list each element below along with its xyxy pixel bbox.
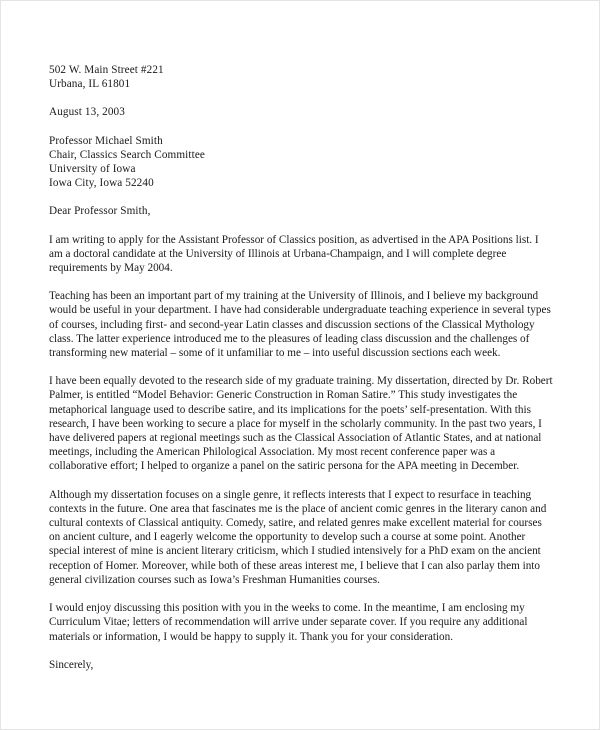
salutation: Dear Professor Smith, bbox=[49, 205, 151, 218]
recipient-address bbox=[49, 134, 555, 191]
body-paragraph-2: Teaching has been an important part of my training at the University of Illinois, and I believe my background would be useful in your department. I have had considerable undergraduate teaching experience in several types of courses, including first- and second-year Latin classes and discussion sections of the Classical Mythology class. The latter experience introduced me to the pleasures of leading class discussion and the challenges of transforming new material – some of it unfamiliar to me – into useful discussion sections each week. bbox=[49, 290, 551, 360]
body-paragraph-1: I am writing to apply for the Assistant Professor of Classics position, as advertised in the APA Positions list. I am a doctoral candidate at the University of Illinois at Urbana-Champaign, and I will complete degree requirements by May 2004. bbox=[49, 233, 539, 275]
recipient-address-line-1: Professor Michael Smith bbox=[49, 134, 163, 147]
body-paragraph-3: I have been equally devoted to the research side of my graduate training. My dissertation, directed by Dr. Robert Palmer, is entitled “Model Behavior: Generic Construction in Roman Satire.” This study investigates the metaphorical language used to describe satire, and its implications for the poets’ self-presentation. With this research, I have been working to secure a place for myself in the scholarly community. In the past two years, I have delivered papers at regional meetings such as the Classical Association of Atlantic States, and at national meetings, including the American Philological Association. My most recent conference paper was a collaborative effort; I helped to organize a panel on the satiric persona for the APA meeting in December. bbox=[49, 375, 553, 473]
closing-salutation: Sincerely, bbox=[49, 658, 94, 671]
sender-address-line-1: 502 W. Main Street #221 bbox=[49, 64, 164, 76]
letter-body bbox=[49, 63, 555, 672]
sender-address bbox=[49, 63, 555, 91]
recipient-address-line-4: Iowa City, Iowa 52240 bbox=[49, 177, 154, 190]
letter-date: August 13, 2003 bbox=[49, 106, 125, 119]
body-paragraph-5: I would enjoy discussing this position with you in the weeks to come. In the meantime, I am enclosing my Curriculum Vitae; letters of recommendation will arrive under separate cover. If you require any additional materials or information, I would be happy to supply it. Thank you for your consideration. bbox=[49, 602, 528, 643]
body-paragraph-4: Although my dissertation focuses on a single genre, it reflects interests that I expect to resurface in teaching contexts in the future. One area that fascinates me is the place of ancient comic genres in the literary canon and cultural contexts of Classical antiquity. Comedy, satire, and related genres make excellent material for courses on ancient culture, and I eagerly welcome the opportunity to develop such a course at some point. Another special interest of mine is ancient literary criticism, which I studied intensively for a PhD exam on the ancient reception of Homer. Moreover, while both of these areas interest me, I believe that I can also parlay them into general civilization courses such as Iowa’s Freshman Humanities courses. bbox=[49, 488, 547, 586]
sender-address-line-2: Urbana, IL 61801 bbox=[49, 78, 131, 91]
recipient-address-line-2: Chair, Classics Search Committee bbox=[49, 148, 206, 161]
recipient-address-line-3: University of Iowa bbox=[49, 163, 136, 176]
